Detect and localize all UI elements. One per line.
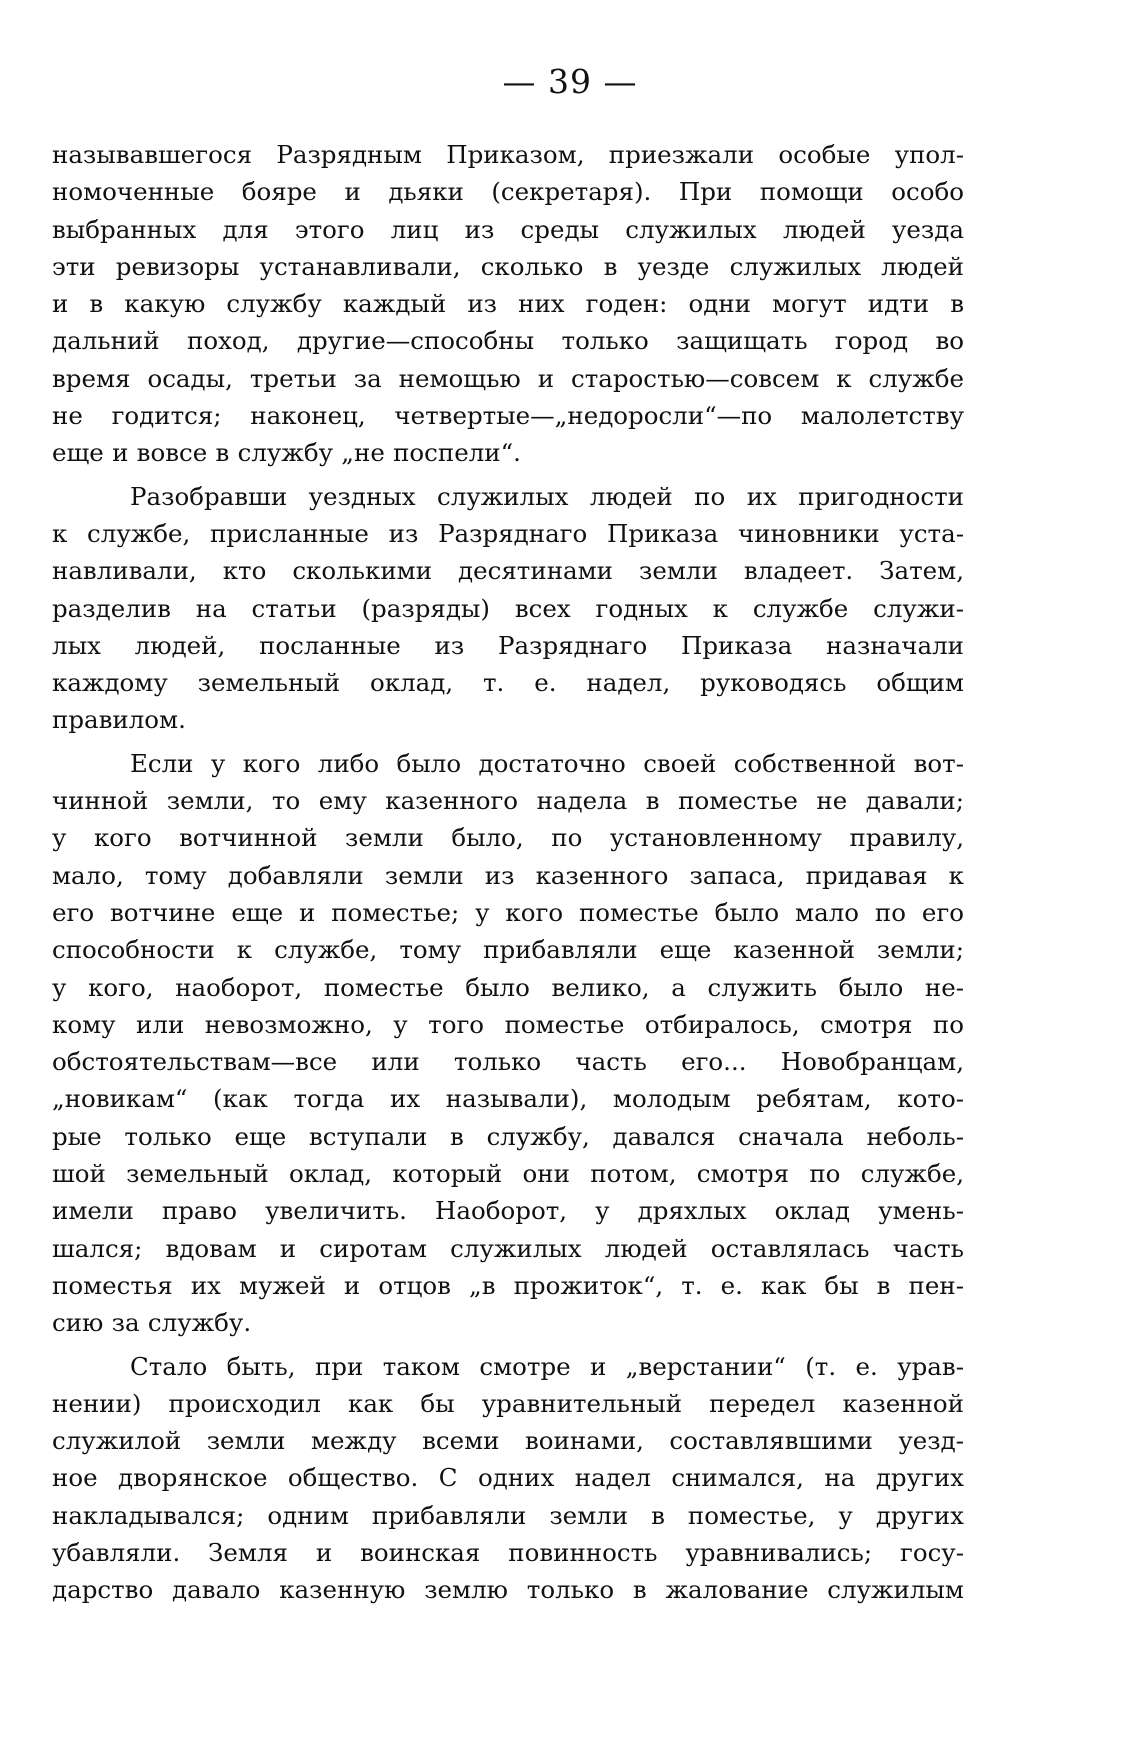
text-line: кому или невозможно, у того поместье отбиралось, смотря по [52,1009,964,1039]
page-number: — 39 — [502,62,638,101]
text-line: накладывался; одним прибавляли земли в поместье, у других [52,1500,964,1530]
text-line: называвшегося Разрядным Приказом, приезжали особые упол- [52,140,964,169]
paragraph-1 [52,136,964,472]
text-line: и в какую службу каждый из них годен: одни могут идти в [52,289,964,319]
text-line: шой земельный оклад, который они потом, смотря по службе, [52,1159,964,1189]
text-line: шался; вдовам и сиротам служилых людей оставлялась часть [52,1233,964,1263]
text-line: рые только еще вступали в службу, давался сначала неболь- [52,1121,964,1151]
text-line: правилом. [52,705,186,735]
text-line: обстоятельствам—все или только часть его... Новобранцам, [52,1047,964,1077]
text-line: Стало быть, при таком смотре и „верстании“ (т. е. урав- [130,1351,964,1381]
paragraph-3 [52,745,964,1342]
text-line: чинной земли, то ему казенного надела в поместье не давали; [52,786,964,816]
text-line: имели право увеличить. Наоборот, у дряхлых оклад умень- [52,1196,964,1226]
page-body [52,136,964,1609]
text-line: „новикам“ (как тогда их называли), молодым ребятам, кото- [52,1084,964,1114]
paragraph-4 [52,1348,964,1609]
text-line: эти ревизоры устанавливали, сколько в уезде служилых людей [52,251,964,281]
text-line: навливали, кто сколькими десятинами земли владеет. Затем, [52,556,964,586]
text-line: сию за службу. [52,1308,252,1338]
text-line: убавляли. Земля и воинская повинность уравнивались; госу- [52,1537,964,1567]
text-line: выбранных для этого лиц из среды служилых людей уезда [52,214,964,244]
text-line: поместья их мужей и отцов „в прожиток“, т. е. как бы в пен- [52,1270,964,1300]
text-line: у кого вотчинной земли было, по установленному правилу, [52,823,964,853]
text-line: к службе, присланные из Разряднаго Приказа чиновники уста- [52,518,964,548]
text-line: каждому земельный оклад, т. е. надел, руководясь общим [52,668,964,698]
text-line: не годится; наконец, четвертые—„недоросли“—по малолетству [52,401,964,431]
text-line: Если у кого либо было достаточно своей собственной вот- [130,748,964,778]
text-line: Разобравши уездных служилых людей по их пригодности [130,481,964,511]
text-line: у кого, наоборот, поместье было велико, а служить было не- [52,972,964,1002]
text-line: нении) происходил как бы уравнительный передел казенной [52,1388,964,1418]
text-line: ное дворянское общество. С одних надел снимался, на других [52,1463,964,1493]
text-line: номоченные бояре и дьяки (секретаря). При помощи особо [52,177,964,207]
text-line: его вотчине еще и поместье; у кого поместье было мало по его [52,897,964,927]
text-line: еще и вовсе в службу „не поспели“. [52,438,521,468]
text-line: дальний поход, другие—способны только защищать город во [52,326,964,356]
text-line: служилой земли между всеми воинами, составлявшими уезд- [52,1426,964,1456]
paragraph-2 [52,478,964,739]
text-line: мало, тому добавляли земли из казенного запаса, придавая к [52,860,964,890]
text-line: лых людей, посланные из Разряднаго Приказа назначали [52,630,964,660]
text-line: разделив на статьи (разряды) всех годных к службе служи- [52,593,964,623]
text-line: способности к службе, тому прибавляли еще казенной земли; [52,935,964,965]
text-line: дарство давало казенную землю только в жалование служилым [52,1575,964,1605]
text-line: время осады, третьи за немощью и старостью—совсем к службе [52,363,964,393]
